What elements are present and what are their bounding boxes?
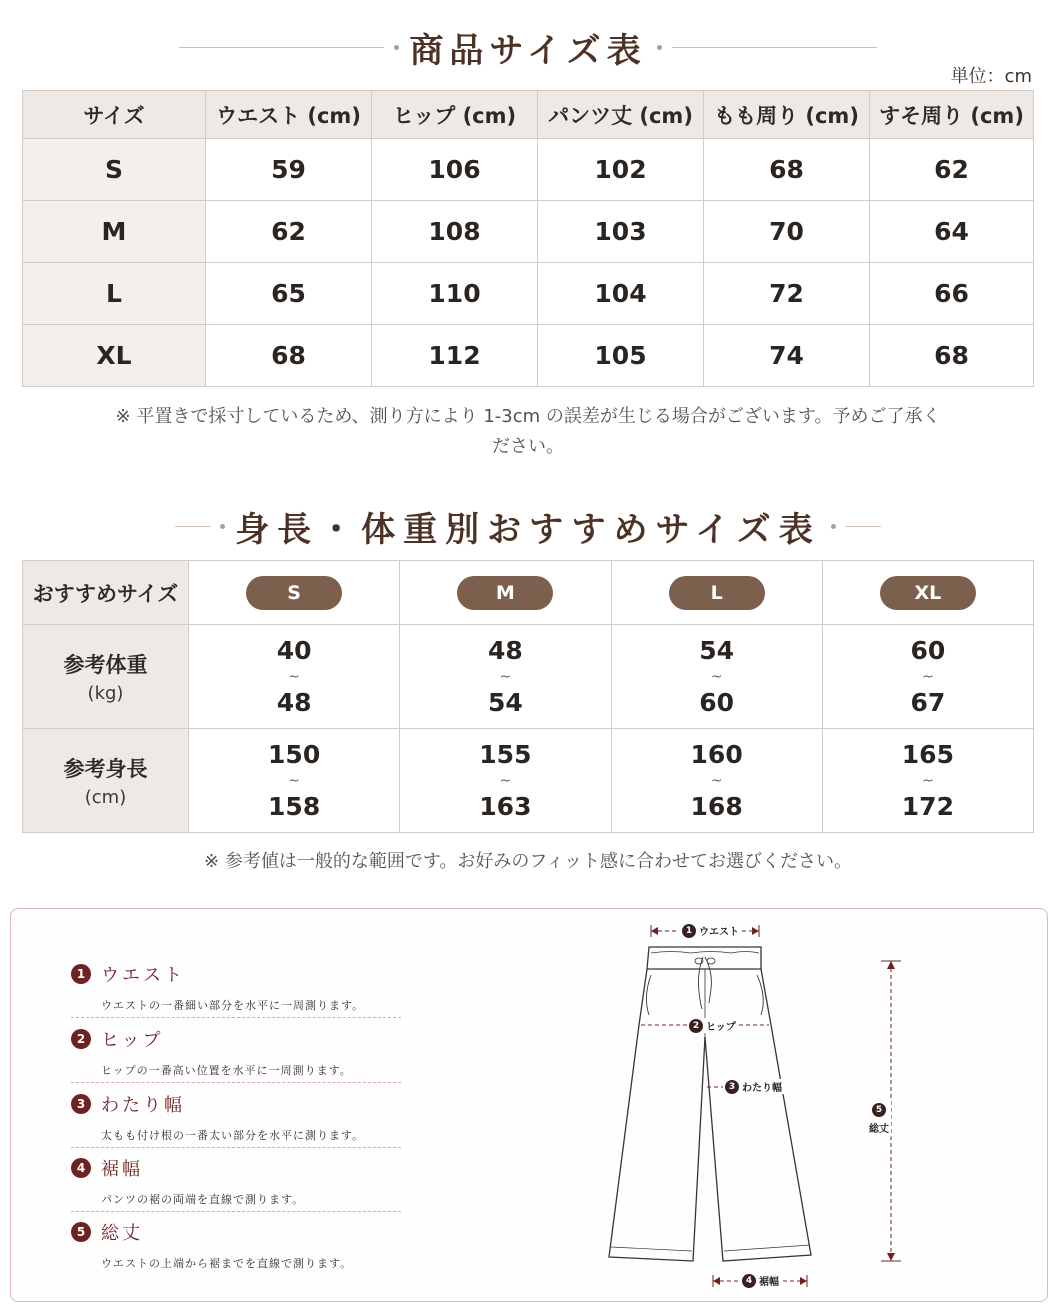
guide-item-name: 総丈 <box>101 1223 143 1244</box>
row-size: M <box>23 201 206 263</box>
cell-hip: 110 <box>372 263 538 325</box>
diagram-number-badge: 2 <box>689 1019 703 1033</box>
diagram-label-waist <box>679 923 742 938</box>
weight-row <box>23 625 1034 729</box>
guide-item-name: わたり幅 <box>101 1095 185 1116</box>
header-size: サイズ <box>23 91 206 139</box>
height-min: 160 <box>690 739 743 769</box>
height-unit: (cm) <box>84 787 127 808</box>
guide-item-desc: パンツの裾の両端を直線で測ります。 <box>101 1193 305 1206</box>
table-row <box>23 263 1034 325</box>
diagram-label-hip <box>687 1018 738 1033</box>
weight-min: 48 <box>487 635 523 665</box>
weight-cell <box>611 625 822 729</box>
cell-waist: 68 <box>206 325 372 387</box>
weight-max: 60 <box>699 687 735 717</box>
size-chart-title: 商品サイズ表 <box>409 30 647 71</box>
weight-cell <box>189 625 400 729</box>
guide-item-desc: ヒップの一番高い位置を水平に一周測ります。 <box>101 1064 352 1077</box>
range-tilde: ~ <box>710 668 723 685</box>
size-cell <box>611 561 822 625</box>
weight-label: 参考体重 <box>63 653 148 677</box>
title-rule-right <box>846 526 881 527</box>
size-table-header <box>23 91 1034 139</box>
size-pill-m: M <box>457 576 553 610</box>
cell-waist: 65 <box>206 263 372 325</box>
height-cell <box>189 729 400 833</box>
diagram-label-hem <box>739 1273 782 1288</box>
title-dot-left <box>220 524 225 529</box>
weight-min: 60 <box>910 635 946 665</box>
height-min: 155 <box>479 739 532 769</box>
number-badge: 3 <box>71 1094 91 1114</box>
size-note-line-1: ※ 平置きで採寸しているため、測り方により 1-3cm の誤差が生じる場合がございます。予めご了承く <box>115 406 941 427</box>
guide-item-hem <box>71 1155 401 1207</box>
cell-pants-length: 105 <box>538 325 704 387</box>
header-pants-length: パンツ丈 (cm) <box>538 91 704 139</box>
size-pill-xl: XL <box>880 576 976 610</box>
height-cell <box>822 729 1033 833</box>
height-label: 参考身長 <box>63 757 148 781</box>
right-leg <box>705 969 811 1261</box>
guide-item-length <box>71 1219 401 1271</box>
cell-hem: 66 <box>870 263 1034 325</box>
size-table <box>22 90 1034 387</box>
table-row <box>23 201 1034 263</box>
header-waist: ウエスト (cm) <box>206 91 372 139</box>
guide-item-name: ウエスト <box>101 965 185 986</box>
guide-item-thigh <box>71 1091 401 1143</box>
cell-hip: 108 <box>372 201 538 263</box>
weight-max: 48 <box>276 687 312 717</box>
title-rule-left <box>179 47 384 48</box>
header-hem: すそ周り (cm) <box>870 91 1034 139</box>
cell-hem: 64 <box>870 201 1034 263</box>
cell-pants-length: 102 <box>538 139 704 201</box>
height-max: 163 <box>479 791 532 821</box>
weight-cell <box>822 625 1033 729</box>
size-cell <box>189 561 400 625</box>
title-rule-left <box>175 526 210 527</box>
cell-thigh: 70 <box>704 201 870 263</box>
weight-max: 67 <box>910 687 946 717</box>
recommend-title: 身長・体重別おすすめサイズ表 <box>235 509 821 550</box>
recommend-size-row <box>23 561 1034 625</box>
diagram-label-text: ウエスト <box>699 927 739 938</box>
height-cell <box>611 729 822 833</box>
height-max: 168 <box>690 791 743 821</box>
diagram-label-text: わたり幅 <box>742 1083 782 1094</box>
title-dot-right <box>657 45 662 50</box>
height-min: 150 <box>268 739 321 769</box>
title-dot-left <box>394 45 399 50</box>
diagram-label-text: 裾幅 <box>759 1277 779 1288</box>
left-leg <box>609 969 705 1261</box>
guide-item-desc: ウエストの一番細い部分を水平に一周測ります。 <box>101 999 365 1012</box>
height-max: 172 <box>901 791 954 821</box>
recommend-table <box>22 560 1034 833</box>
title-dot-right <box>831 524 836 529</box>
weight-max: 54 <box>487 687 523 717</box>
range-tilde: ~ <box>922 668 934 685</box>
diagram-number-badge: 3 <box>725 1080 739 1094</box>
number-badge: 1 <box>71 964 91 984</box>
recommend-size-label <box>23 561 189 625</box>
range-tilde: ~ <box>499 668 512 685</box>
height-label-cell <box>23 729 189 833</box>
number-badge: 2 <box>71 1029 91 1049</box>
cell-hip: 106 <box>372 139 538 201</box>
size-pill-s: S <box>246 576 342 610</box>
cell-waist: 59 <box>206 139 372 201</box>
row-size: S <box>23 139 206 201</box>
cell-thigh: 74 <box>704 325 870 387</box>
diagram-label-thigh <box>723 1079 784 1094</box>
recommend-size-label-text: おすすめサイズ <box>32 581 179 606</box>
diagram-number-badge: 1 <box>682 924 696 938</box>
recommend-note: ※ 参考値は一般的な範囲です。お好みのフィット感に合わせてお選びください。 <box>204 851 852 872</box>
diagram-number-badge: 4 <box>742 1274 756 1288</box>
table-row <box>23 139 1034 201</box>
range-tilde: ~ <box>499 772 512 789</box>
weight-unit: (kg) <box>87 683 124 704</box>
size-cell <box>400 561 611 625</box>
cell-hem: 68 <box>870 325 1034 387</box>
size-pill-l: L <box>669 576 765 610</box>
height-row <box>23 729 1034 833</box>
guide-item-waist <box>71 961 401 1013</box>
row-size: L <box>23 263 206 325</box>
diagram-number-badge: 5 <box>872 1103 886 1117</box>
weight-label-cell <box>23 625 189 729</box>
guide-divider <box>71 1211 401 1212</box>
range-tilde: ~ <box>710 772 723 789</box>
number-badge: 4 <box>71 1158 91 1178</box>
number-badge: 5 <box>71 1222 91 1242</box>
height-min: 165 <box>901 739 954 769</box>
guide-divider <box>71 1082 401 1083</box>
row-size: XL <box>23 325 206 387</box>
guide-item-hip <box>71 1026 401 1078</box>
height-max: 158 <box>268 791 321 821</box>
size-cell <box>822 561 1033 625</box>
cell-hem: 62 <box>870 139 1034 201</box>
size-chart-note <box>40 402 1016 462</box>
measurement-guide <box>10 908 1048 1302</box>
guide-divider <box>71 1017 401 1018</box>
guide-divider <box>71 1147 401 1148</box>
range-tilde: ~ <box>288 772 300 789</box>
table-row <box>23 325 1034 387</box>
header-hip: ヒップ (cm) <box>372 91 538 139</box>
diagram-label-length <box>867 1101 891 1137</box>
diagram-label-text: ヒップ <box>706 1022 736 1033</box>
cell-thigh: 68 <box>704 139 870 201</box>
recommend-title-row <box>0 500 1056 552</box>
cell-thigh: 72 <box>704 263 870 325</box>
unit-label: 単位：cm <box>950 66 1032 87</box>
guide-item-name: ヒップ <box>101 1030 164 1051</box>
size-note-line-2: ださい。 <box>492 436 564 457</box>
header-thigh: もも周り (cm) <box>704 91 870 139</box>
waistband <box>647 947 761 969</box>
guide-item-desc: ウエストの上端から裾までを直線で測ります。 <box>101 1257 353 1270</box>
diagram-label-text: 総丈 <box>869 1124 889 1135</box>
range-tilde: ~ <box>922 772 934 789</box>
title-rule-right <box>672 47 877 48</box>
weight-min: 54 <box>699 635 735 665</box>
height-cell <box>400 729 611 833</box>
cell-waist: 62 <box>206 201 372 263</box>
weight-min: 40 <box>276 635 312 665</box>
range-tilde: ~ <box>288 668 300 685</box>
cell-pants-length: 103 <box>538 201 704 263</box>
cell-hip: 112 <box>372 325 538 387</box>
weight-cell <box>400 625 611 729</box>
guide-item-name: 裾幅 <box>101 1159 143 1180</box>
guide-item-desc: 太もも付け根の一番太い部分を水平に測ります。 <box>101 1129 365 1142</box>
size-chart-title-row <box>0 22 1056 72</box>
cell-pants-length: 104 <box>538 263 704 325</box>
